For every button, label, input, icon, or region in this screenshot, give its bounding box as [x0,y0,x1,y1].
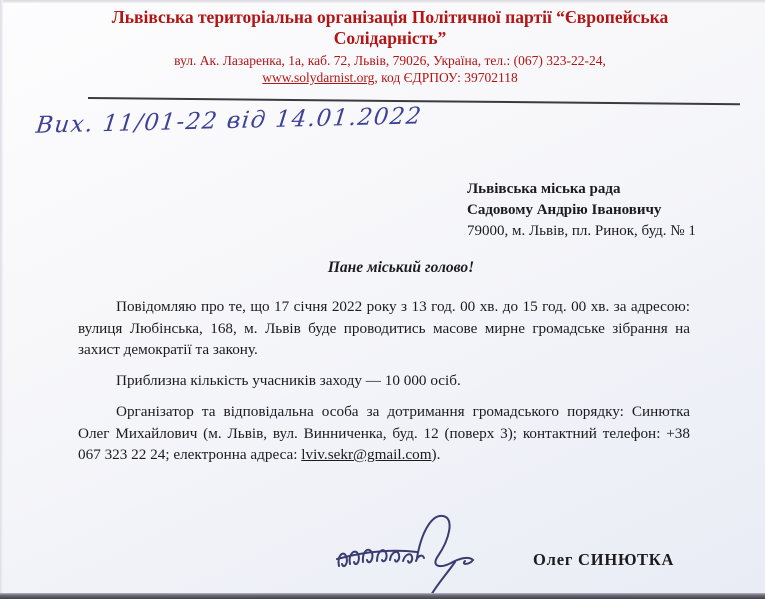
recipient-org: Львівська міська рада [467,181,621,197]
scan-edge-bottom [0,593,765,599]
letterhead-site-line [70,69,710,86]
scan-edge-top [0,0,765,3]
paragraph-organizer [78,401,690,466]
organizer-text: Організатор та відповідальна особа за дотримання громадського порядку: Синютка Олег Михайлович (м. Львів, вул. Винниченка, буд. 12 (поверх 3); контактний телефон: +38 067 323 22 24; електронна адреса: [78,403,690,463]
letterhead [70,7,710,86]
paragraph-event-notice: Повідомляю про те, що 17 січня 2022 року з 13 год. 00 хв. до 15 год. 00 хв. за адресою: вулиця Любінська, 168, м. Львів буде проводитись масове мирне громадське зібрання на захист демократії та закону. [78,298,690,358]
org-name-line2: Солідарність” [333,27,447,48]
organizer-text-end: ). [431,446,441,463]
website-link: www.solydarnist.org [262,70,375,85]
letterhead-address: вул. Ак. Лазаренка, 1а, каб. 72, Львів, 79026, Україна, тел.: (067) 323-22-24, [174,53,606,68]
org-name-line1: Львівська територіальна організація Політичної партії “Європейська [111,7,669,27]
letter-body [78,296,690,475]
org-name [70,7,710,48]
handwritten-ref-number: Вих. 11/01-22 від 14.01.2022 [34,103,424,139]
recipient-person: Садовому Андрію Івановичу [467,202,662,218]
paragraph-participants: Приблизна кількість учасників заходу — 10 000 осіб. [116,372,461,389]
recipient-address: 79000, м. Львів, пл. Ринок, буд. № 1 [467,223,696,239]
scan-edge-left [0,0,3,599]
recipient-block [467,179,696,242]
email-link: lviv.sekr@gmail.com [301,446,432,463]
salutation: Пане міський голово! [327,259,475,276]
edrpou-code: , код ЄДРПОУ: 39702118 [374,70,518,85]
signature-scribble [333,512,505,599]
signer-name: Олег СИНЮТКА [533,550,675,569]
